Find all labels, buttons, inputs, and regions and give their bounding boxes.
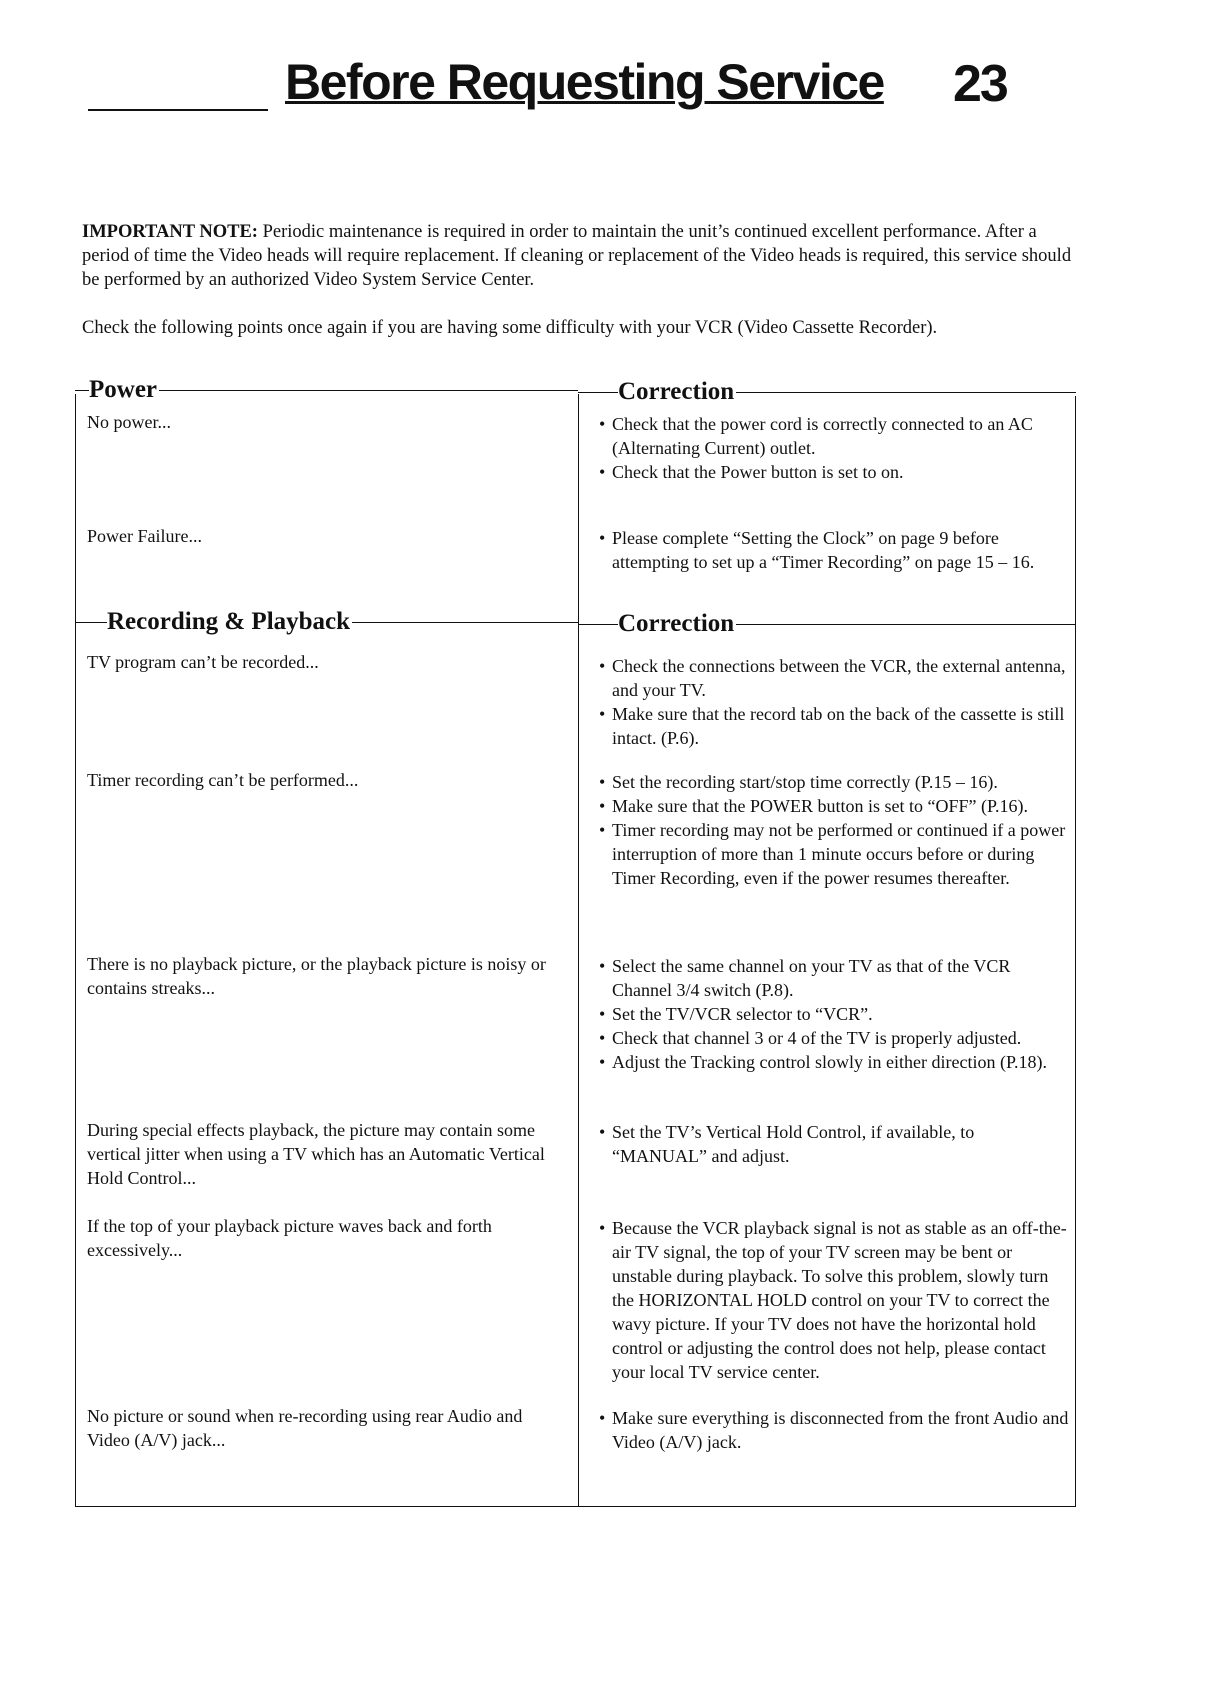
problem-power-failure: Power Failure... bbox=[87, 526, 202, 546]
power-header-label: Power bbox=[89, 376, 158, 403]
problem-no-power: No power... bbox=[87, 412, 171, 432]
correction-item: • Please complete “Setting the Clock” on page 9 before attempting to set up a “Timer Recording” on page 15 – 16. bbox=[599, 526, 1069, 574]
correction-list-power-failure bbox=[599, 526, 1069, 574]
problem-cant-record: TV program can’t be recorded... bbox=[87, 652, 319, 672]
intro bbox=[82, 220, 1087, 364]
recording-correction-label: Correction bbox=[618, 610, 735, 637]
page-header bbox=[88, 52, 1118, 132]
table-border-bottom bbox=[75, 1506, 1076, 1507]
correction-item: • Make sure that the record tab on the back of the cassette is still intact. (P.6). bbox=[599, 702, 1069, 750]
check-points-text: Check the following points once again if you are having some difficulty with your VCR (Video Cassette Recorder). bbox=[82, 318, 938, 338]
correction-list-no-playback-picture bbox=[599, 954, 1069, 1074]
correction-item: • Check the connections between the VCR, the external antenna, and your TV. bbox=[599, 654, 1069, 702]
power-correction-label: Correction bbox=[618, 378, 735, 405]
power-header bbox=[75, 378, 578, 402]
correction-item: • Adjust the Tracking control slowly in either direction (P.18). bbox=[599, 1050, 1069, 1074]
correction-item: • Check that channel 3 or 4 of the TV is properly adjusted. bbox=[599, 1026, 1069, 1050]
table-border-right bbox=[1075, 396, 1076, 1507]
correction-list-vertical-jitter bbox=[599, 1120, 1069, 1168]
problem-vertical-jitter: During special effects playback, the picture may contain some vertical jitter when using a TV which has an Automatic Vertical Hold Control... bbox=[87, 1120, 545, 1188]
power-correction-header bbox=[578, 380, 1076, 404]
correction-item: • Check that the Power button is set to on. bbox=[599, 460, 1069, 484]
correction-item: • Make sure everything is disconnected from the front Audio and Video (A/V) jack. bbox=[599, 1406, 1069, 1454]
correction-item: • Set the TV’s Vertical Hold Control, if available, to “MANUAL” and adjust. bbox=[599, 1120, 1069, 1168]
title-rule bbox=[88, 109, 268, 111]
important-note-label: IMPORTANT NOTE: bbox=[82, 222, 258, 242]
correction-item: • Set the TV/VCR selector to “VCR”. bbox=[599, 1002, 1069, 1026]
correction-item: • Because the VCR playback signal is not as stable as an off-the-air TV signal, the top of your TV screen may be bent or unstable during playback. To solve this problem, slowly turn the HORIZONTAL HOLD control on your TV to correct the wavy picture. If your TV does not have the horizontal hold control or adjusting the control does not help, please contact your local TV service center. bbox=[599, 1216, 1069, 1384]
problem-picture-waves: If the top of your playback picture waves back and forth excessively... bbox=[87, 1216, 492, 1260]
page-title: Before Requesting Service bbox=[285, 54, 884, 110]
table-divider bbox=[578, 394, 579, 1507]
recording-header bbox=[75, 610, 578, 634]
table-border-left bbox=[75, 394, 76, 1507]
correction-item: • Select the same channel on your TV as that of the VCR Channel 3/4 switch (P.8). bbox=[599, 954, 1069, 1002]
correction-list-re-recording bbox=[599, 1406, 1069, 1454]
correction-item: • Timer recording may not be performed or continued if a power interruption of more than 1 minute occurs before or during Timer Recording, even if the power resumes thereafter. bbox=[599, 818, 1069, 890]
correction-item: • Make sure that the POWER button is set to “OFF” (P.16). bbox=[599, 794, 1069, 818]
correction-list-picture-waves bbox=[599, 1216, 1069, 1384]
problem-re-recording: No picture or sound when re-recording using rear Audio and Video (A/V) jack... bbox=[87, 1406, 523, 1450]
correction-list-cant-record bbox=[599, 654, 1069, 750]
troubleshooting-table bbox=[75, 376, 1076, 1507]
problem-timer-recording: Timer recording can’t be performed... bbox=[87, 770, 359, 790]
recording-header-label: Recording & Playback bbox=[107, 608, 351, 635]
correction-list-timer-recording bbox=[599, 770, 1069, 890]
correction-item: • Set the recording start/stop time correctly (P.15 – 16). bbox=[599, 770, 1069, 794]
problem-no-playback-picture: There is no playback picture, or the playback picture is noisy or contains streaks... bbox=[87, 954, 546, 998]
recording-correction-header bbox=[578, 612, 1076, 636]
important-note-text: Periodic maintenance is required in order to maintain the unit’s continued excellent performance. After a period of time the Video heads will require replacement. If cleaning or replacement of the Video heads is required, this service should be performed by an authorized Video System Service Center. bbox=[82, 222, 1072, 290]
correction-item: • Check that the power cord is correctly connected to an AC (Alternating Current) outlet. bbox=[599, 412, 1069, 460]
page-number: 23 bbox=[953, 55, 1007, 113]
correction-list-no-power bbox=[599, 412, 1069, 484]
important-note bbox=[82, 220, 1087, 292]
